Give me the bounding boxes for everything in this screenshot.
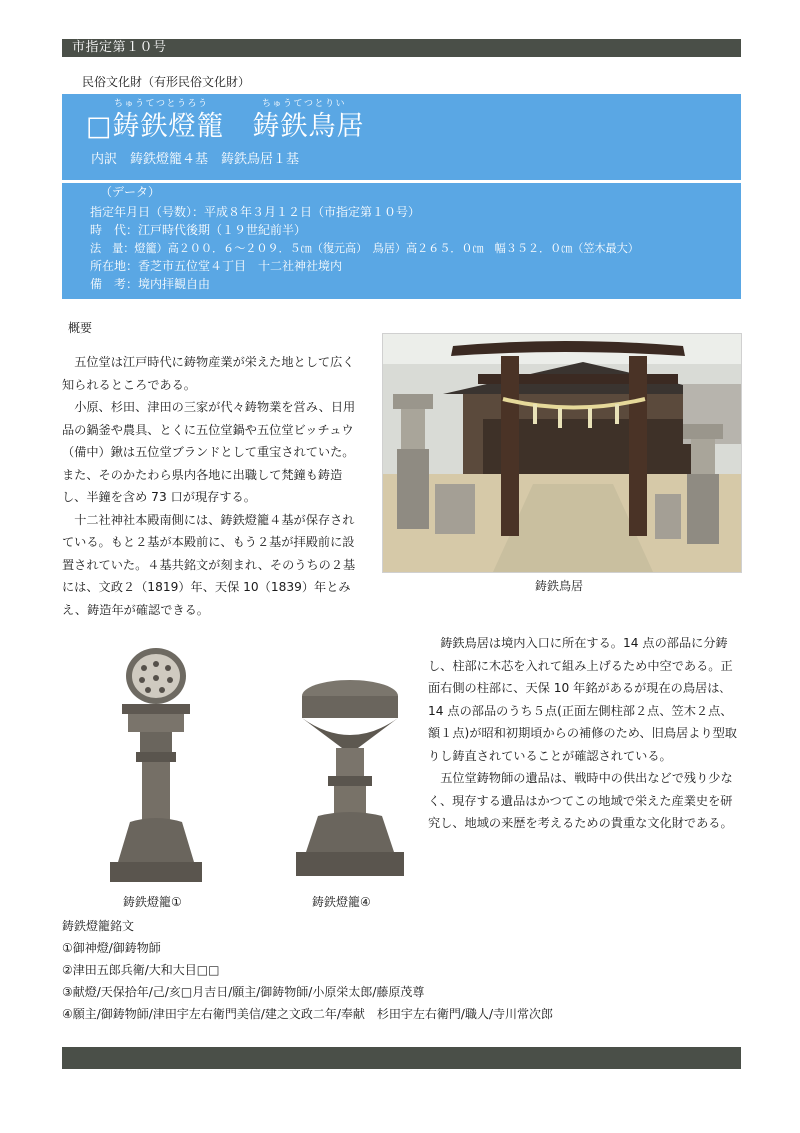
inscription-line-4: ④願主/御鋳物師/津田宇左右衛門美信/建之文政二年/奉献 杉田宇左右衛門/職人/寺川常次郎 [62,1007,554,1021]
torii-caption: 鋳鉄鳥居 [535,579,584,593]
lantern-1-photo [100,648,212,888]
title-breakdown: 内訳 鋳鉄燈籠４基 鋳鉄鳥居１基 [91,152,300,167]
overview-paragraph-3: 十二社神社本殿南側には、鋳鉄燈籠４基が保存されている。もと２基が本殿前に、もう２基が拝殿前に設置されていた。４基共銘文が刻まれ、そのうちの２基には、文政２（1819）年、天保 10（1839）年とみえ、鋳造年が確認できる。 [62,512,356,617]
inscription-line-1: ①御神燈/御鋳物師 [62,941,161,955]
ruby-lantern: ちゅうてつとうろう [114,99,209,109]
designation-number: 市指定第１０号 [72,40,167,55]
data-box [62,183,741,299]
torii-illustration [383,334,741,572]
lantern-4-caption: 鋳鉄燈籠④ [312,895,371,909]
overview-label: 概要 [68,321,93,335]
data-era: 時 代：江戸時代後期（１９世紀前半） [90,223,307,237]
lantern-1-caption: 鋳鉄燈籠① [123,895,182,909]
footer-bar [62,1047,741,1069]
inscription-line-3: ③献燈/天保拾年/己/亥□月吉日/願主/御鋳物師/小原栄太郎/藤原茂尊 [62,985,425,999]
data-heading: （データ） [100,185,161,199]
page-title: □鋳鉄燈籠 鋳鉄鳥居 [86,111,365,142]
data-location: 所在地：香芝市五位堂４丁目 十二社神社境内 [90,259,343,273]
torii-text [428,632,740,835]
torii-photo [382,333,742,573]
lantern-4-photo [290,672,410,880]
ruby-torii: ちゅうてつとりい [262,99,347,109]
overview-paragraph-2: 小原、杉田、津田の三家が代々鋳物業を営み、日用品の鍋釜や農具、とくに五位堂鍋や五位堂ビッチュウ（備中）鍬は五位堂ブランドとして重宝されていた。また、そのかたわら県内各地に出職して梵鐘も鋳造し、半鐘を含め 73 口が現存する。 [62,400,356,504]
inscription-line-2: ②津田五郎兵衛/大和大目□□ [62,963,220,977]
torii-paragraph-1: 鋳鉄鳥居は境内入口に所在する。14 点の部品に分鋳し、柱部に木芯を入れて組み上げるため中空である。正面右側の柱部に、天保 10 年銘があるが現在の鳥居は､14 点の部品のうち５点(正面左側柱部２点、笠木２点、額１点)が昭和初期頃からの補修のため、旧鳥居より型取りし鋳直されていることが確認されている。 [428,636,737,763]
overview-paragraph-1: 五位堂は江戸時代に鋳物産業が栄えた地として広く知られるところである。 [62,355,355,392]
torii-paragraph-2: 五位堂鋳物師の遺品は、戦時中の供出などで残り少なく、現存する遺品はかつてこの地域で栄えた産業史を研究し、地域の来歴を考えるための貴重な文化財である。 [428,771,733,830]
inscriptions-title: 鋳鉄燈籠銘文 [62,919,135,933]
data-size: 法 量：燈籠）高２００．６～２０９．５㎝（復元高） 鳥居）高２６５．０㎝ 幅３５２．０㎝（笠木最大） [90,242,639,255]
title-box [62,94,741,180]
overview-text [62,351,366,621]
designation-bar [62,39,741,57]
data-designated: 指定年月日（号数）：平成８年３月１２日（市指定第１０号） [90,205,421,219]
data-note: 備 考：境内拝観自由 [90,277,211,291]
category-label: 民俗文化財（有形民俗文化財） [82,75,251,89]
